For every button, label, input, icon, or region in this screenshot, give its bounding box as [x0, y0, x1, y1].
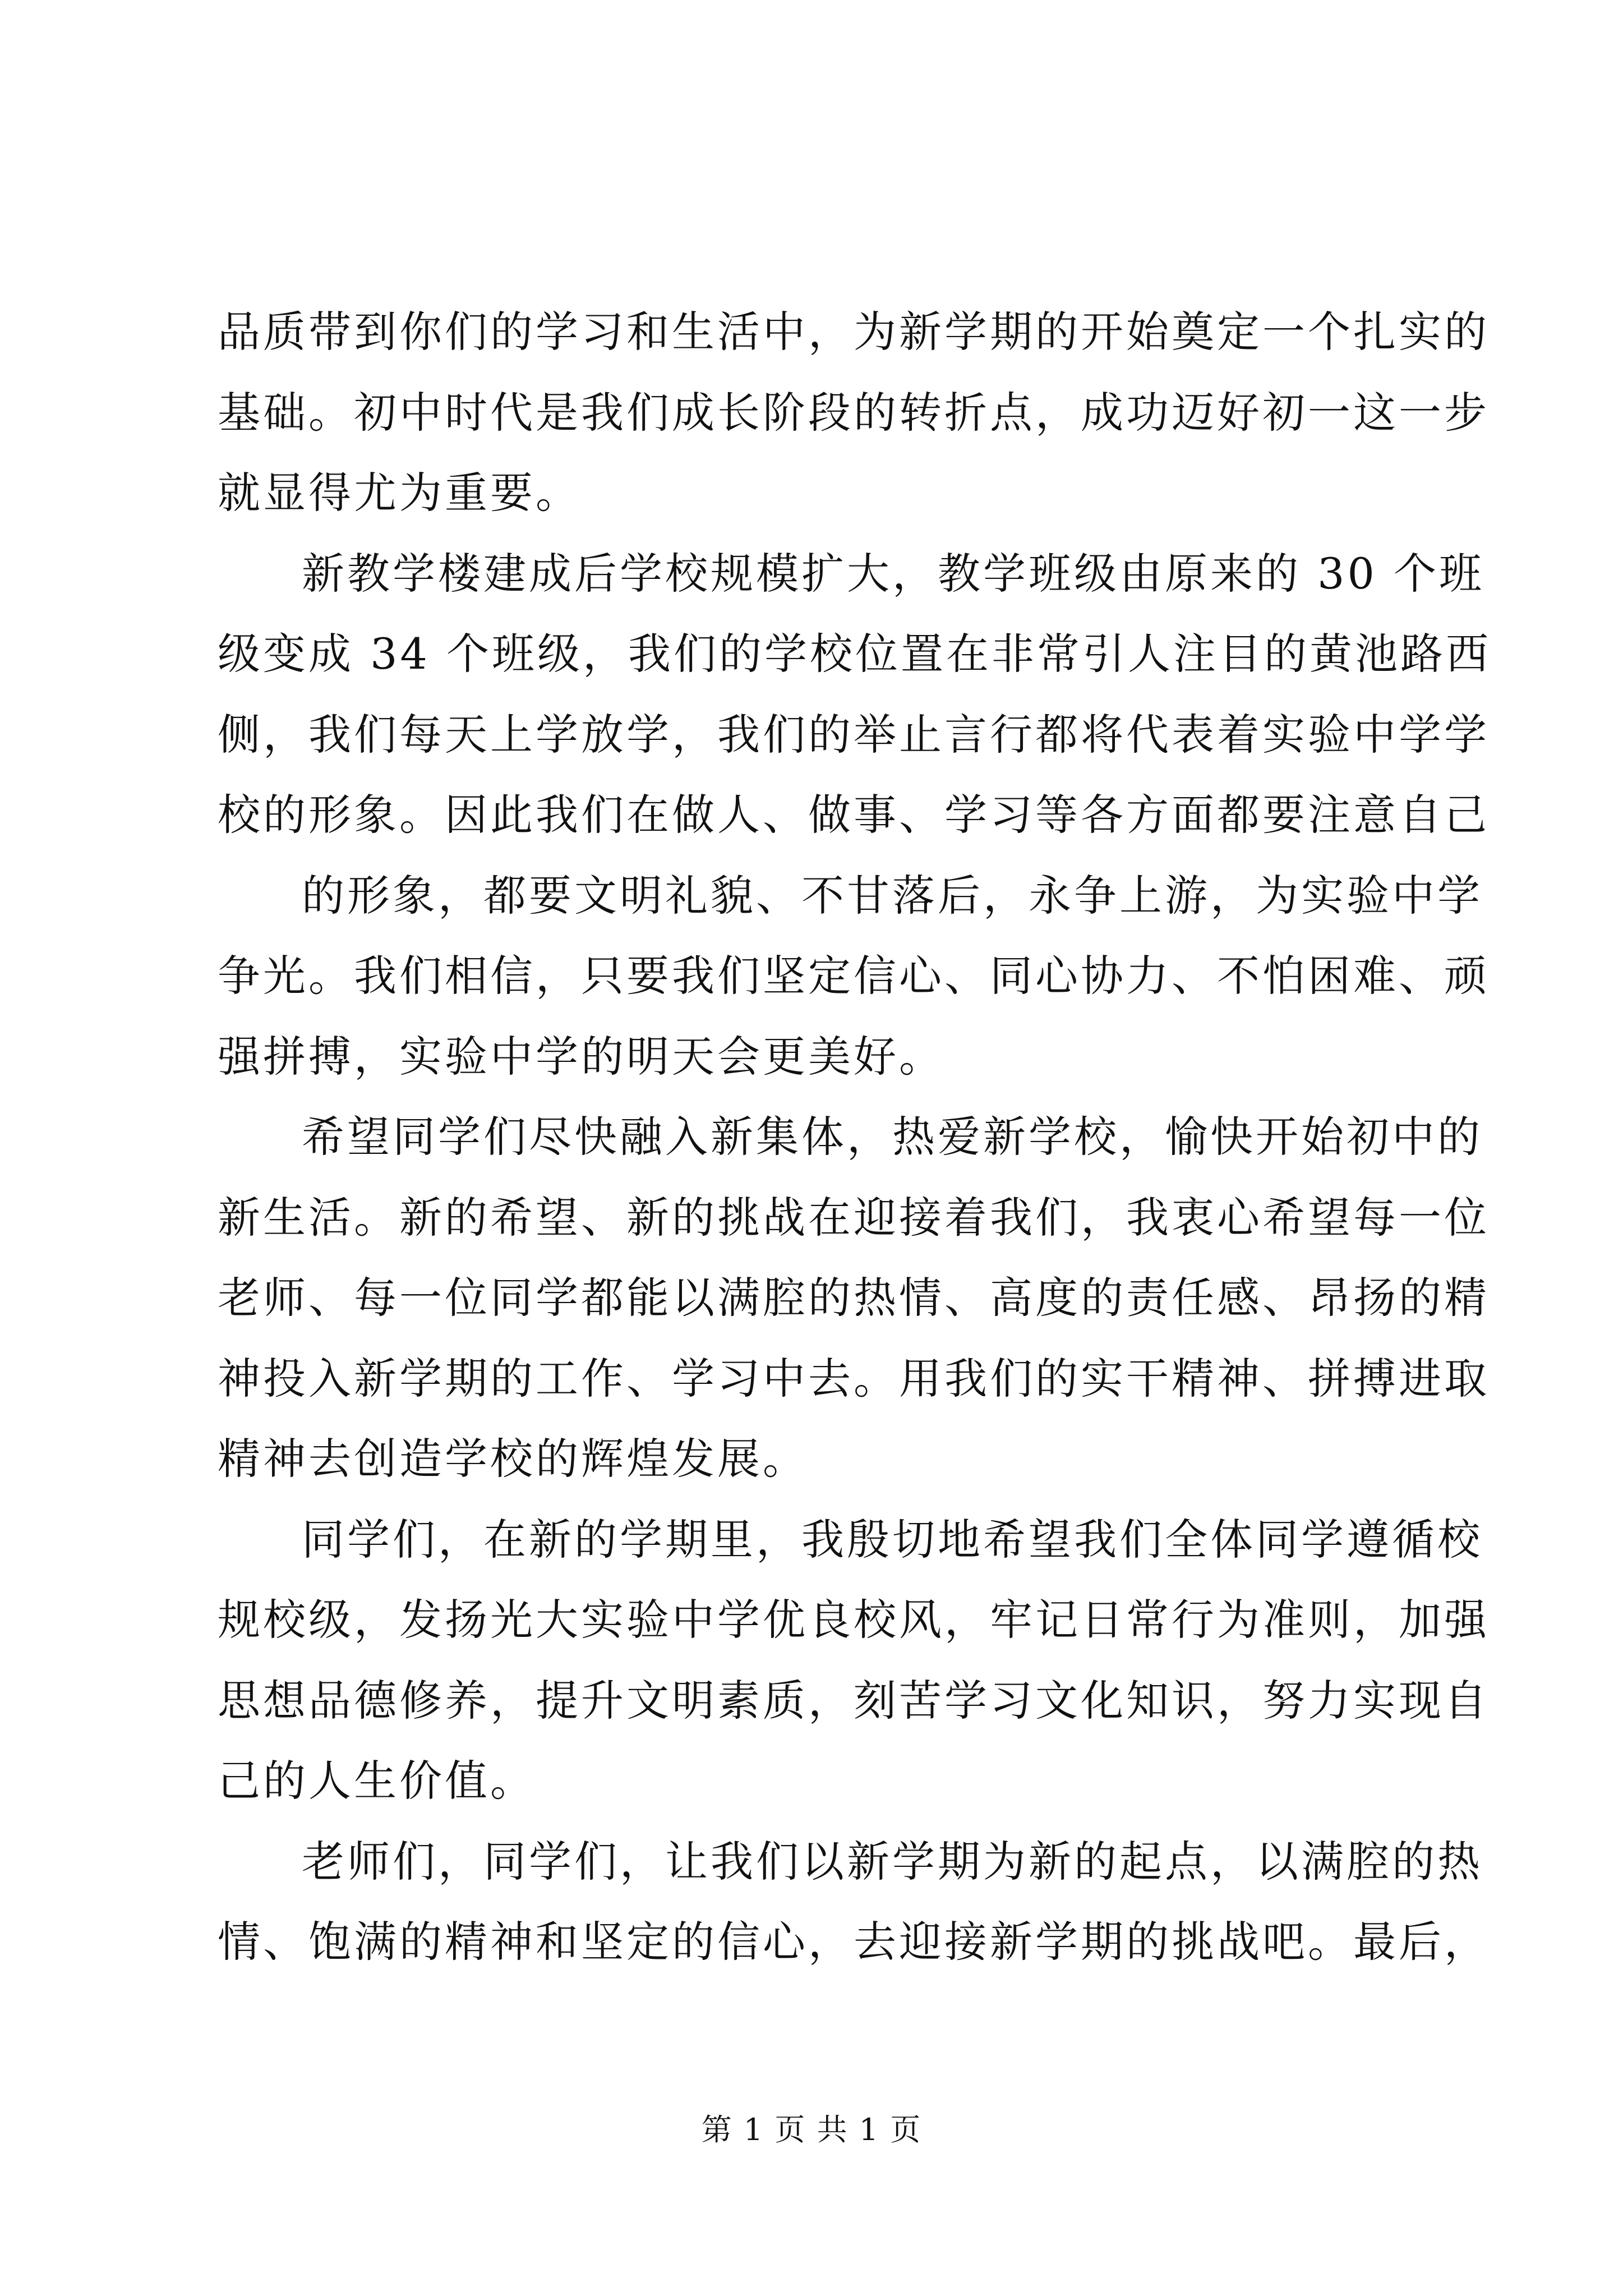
text-line: 校的形象。因此我们在做人、做事、学习等各方面都要注意自己 [218, 790, 1490, 840]
text-line: 神投入新学期的工作、学习中去。用我们的实干精神、拼搏进取 [218, 1353, 1490, 1404]
text-line: 的形象，都要文明礼貌、不甘落后，永争上游，为实验中学 [302, 870, 1483, 921]
text-line: 强拼搏，实验中学的明天会更美好。 [218, 1031, 944, 1082]
text-line: 精神去创造学校的辉煌发展。 [218, 1434, 808, 1484]
text-line: 争光。我们相信，只要我们坚定信心、同心协力、不怕困难、顽 [218, 951, 1490, 1001]
text-line: 规校级，发扬光大实验中学优良校风，牢记日常行为准则，加强 [218, 1595, 1490, 1645]
text-line: 老师们，同学们，让我们以新学期为新的起点，以满腔的热 [302, 1836, 1483, 1887]
text-line: 新教学楼建成后学校规模扩大，教学班级由原来的 30 个班 [302, 548, 1485, 599]
text-line: 己的人生价值。 [218, 1756, 536, 1806]
text-line: 侧，我们每天上学放学，我们的举止言行都将代表着实验中学学 [218, 709, 1490, 760]
page-footer: 第 1 页 共 1 页 [701, 2112, 922, 2147]
text-line: 情、饱满的精神和坚定的信心，去迎接新学期的挑战吧。最后， [218, 1917, 1490, 1967]
text-line: 同学们，在新的学期里，我殷切地希望我们全体同学遵循校 [302, 1514, 1483, 1565]
text-line: 级变成 34 个班级，我们的学校位置在非常引人注目的黄池路西 [218, 629, 1492, 679]
text-line: 老师、每一位同学都能以满腔的热情、高度的责任感、昂扬的精 [218, 1273, 1490, 1323]
text-line: 思想品德修养，提升文明素质，刻苦学习文化知识，努力实现自 [218, 1675, 1490, 1726]
text-line: 基础。初中时代是我们成长阶段的转折点，成功迈好初一这一步 [218, 387, 1490, 438]
body-text [218, 292, 1492, 1982]
text-line: 品质带到你们的学习和生活中，为新学期的开始奠定一个扎实的 [218, 307, 1490, 357]
text-line: 新生活。新的希望、新的挑战在迎接着我们，我衷心希望每一位 [218, 1192, 1490, 1243]
text-line: 希望同学们尽快融入新集体，热爱新学校，愉快开始初中的 [302, 1112, 1483, 1162]
text-line: 就显得尤为重要。 [218, 468, 581, 518]
